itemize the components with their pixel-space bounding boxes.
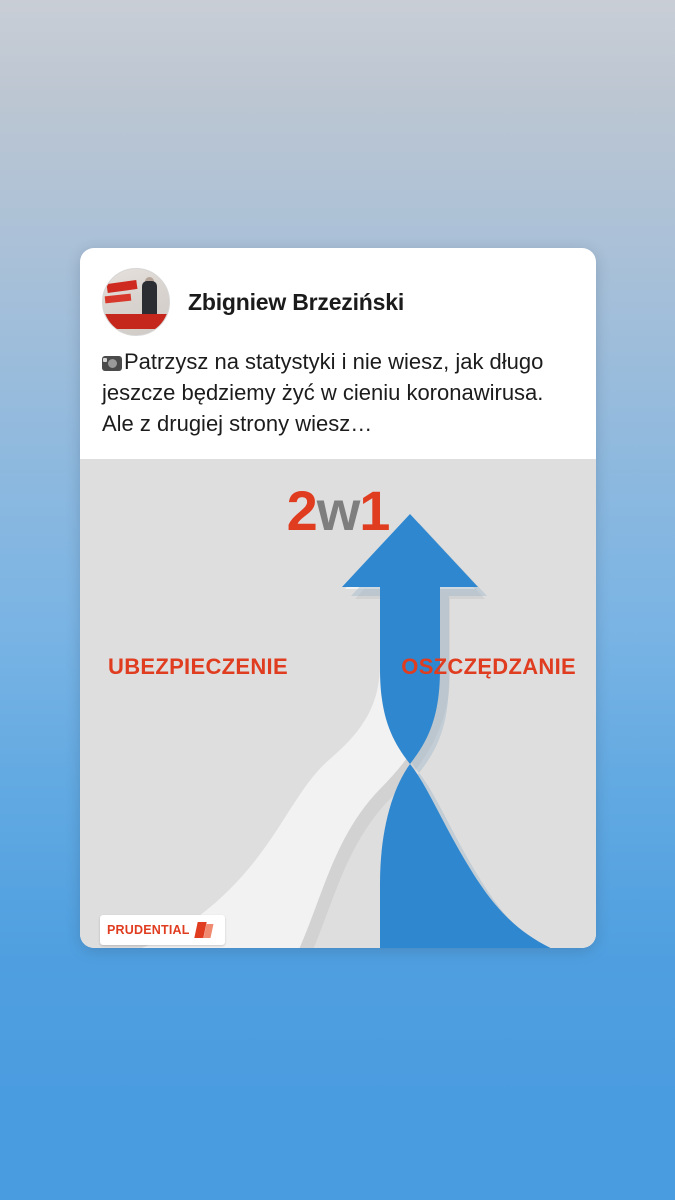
author-name[interactable]: Zbigniew Brzeziński <box>188 288 405 315</box>
post-header <box>80 248 596 342</box>
avatar[interactable] <box>102 268 170 336</box>
headline-one: 1 <box>359 479 390 542</box>
label-insurance: UBEZPIECZENIE <box>108 654 288 679</box>
camera-icon <box>102 356 122 371</box>
social-post-card[interactable] <box>80 248 596 948</box>
post-text <box>80 342 596 459</box>
prudential-logo-mark <box>194 920 216 940</box>
headline-w: w <box>316 479 360 542</box>
post-image[interactable] <box>80 459 596 948</box>
label-saving: OSZCZĘDZANIE <box>401 654 576 679</box>
avatar-bottom-bar <box>103 314 169 329</box>
headline-number: 2 <box>286 479 317 542</box>
post-text-content: Patrzysz na statystyki i nie wiesz, jak długo jeszcze będziemy żyć w cieniu koronawirusa. Ale z drugiej strony wiesz… <box>102 349 544 436</box>
headline <box>80 481 596 541</box>
prudential-logo <box>100 915 225 945</box>
prudential-logo-text: PRUDENTIAL <box>107 923 190 937</box>
